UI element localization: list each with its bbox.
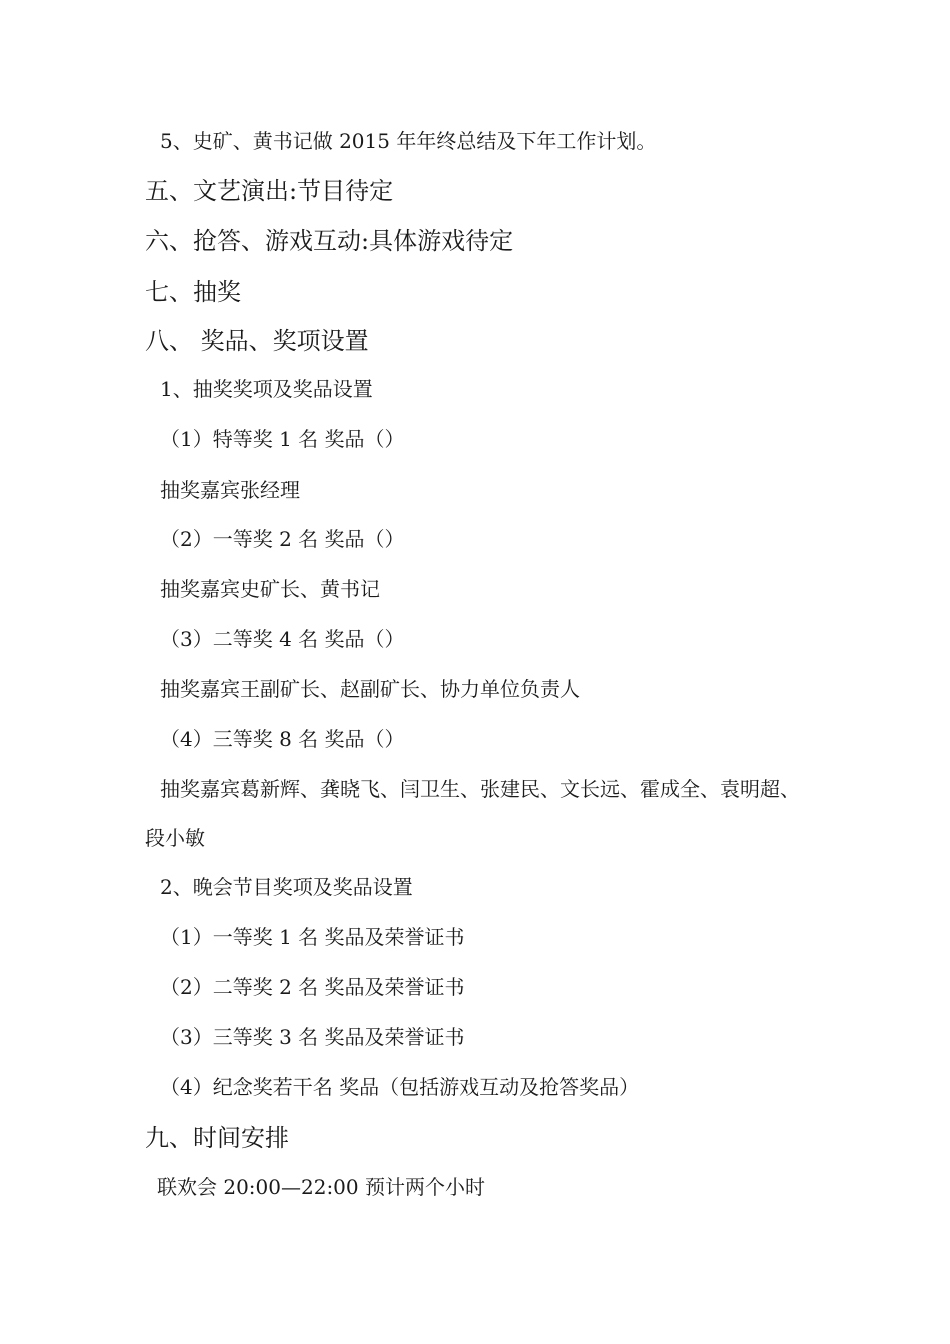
prize-first: （2）一等奖 2 名 奖品（） xyxy=(160,527,405,551)
item-5-summary: 5、史矿、黄书记做 2015 年年终总结及下年工作计划。 xyxy=(160,129,657,153)
section-8-heading: 八、 奖品、奖项设置 xyxy=(145,327,369,355)
show-prize-first: （1）一等奖 1 名 奖品及荣誉证书 xyxy=(160,925,465,949)
prize-special: （1）特等奖 1 名 奖品（） xyxy=(160,427,405,451)
prize-special-guest: 抽奖嘉宾张经理 xyxy=(160,478,300,502)
prize-third: （4）三等奖 8 名 奖品（） xyxy=(160,727,405,751)
prize-first-guest: 抽奖嘉宾史矿长、黄书记 xyxy=(160,577,380,601)
prize-third-guest-continued: 段小敏 xyxy=(145,826,205,850)
section-7-heading: 七、抽奖 xyxy=(145,278,241,306)
section-6-heading: 六、抢答、游戏互动:具体游戏待定 xyxy=(145,227,514,255)
show-prize-second: （2）二等奖 2 名 奖品及荣誉证书 xyxy=(160,975,465,999)
section-9-heading: 九、时间安排 xyxy=(145,1124,289,1152)
prize-third-guest: 抽奖嘉宾葛新辉、龚晓飞、闫卫生、张建民、文长远、霍成全、袁明超、 xyxy=(160,777,800,801)
subsection-2-heading: 2、晚会节目奖项及奖品设置 xyxy=(160,875,413,899)
show-prize-souvenir: （4）纪念奖若干名 奖品（包括游戏互动及抢答奖品） xyxy=(160,1075,640,1099)
schedule-line: 联欢会 20:00—22:00 预计两个小时 xyxy=(157,1175,485,1199)
section-5-heading: 五、文艺演出:节目待定 xyxy=(145,177,394,205)
prize-second-guest: 抽奖嘉宾王副矿长、赵副矿长、协力单位负责人 xyxy=(160,677,580,701)
prize-second: （3）二等奖 4 名 奖品（） xyxy=(160,627,405,651)
show-prize-third: （3）三等奖 3 名 奖品及荣誉证书 xyxy=(160,1025,465,1049)
subsection-1-heading: 1、抽奖奖项及奖品设置 xyxy=(160,377,373,401)
